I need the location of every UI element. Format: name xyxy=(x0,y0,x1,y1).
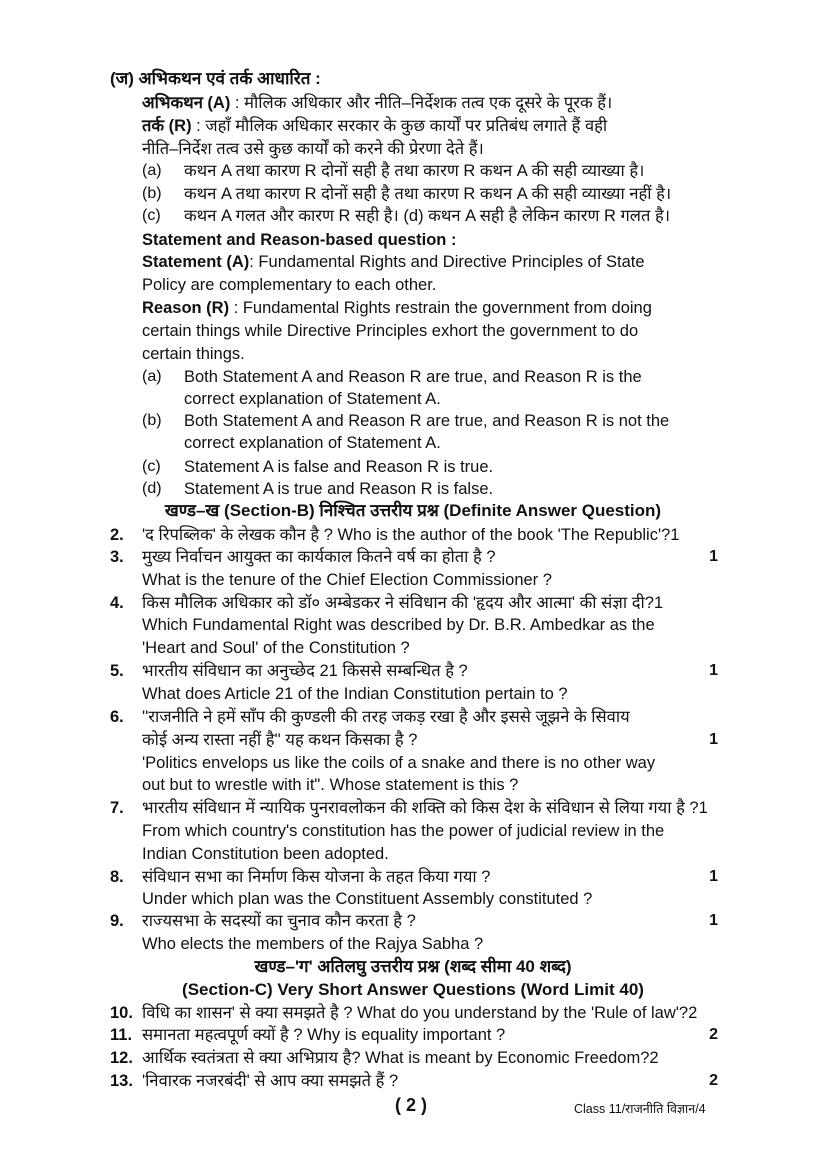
question-text-hi: मुख्य निर्वाचन आयुक्त का कार्यकाल कितने वर्ष का होता है ? xyxy=(142,548,496,566)
question-mark: 1 xyxy=(709,868,718,885)
question-number: 4. xyxy=(110,594,124,612)
question-text-hi: किस मौलिक अधिकार को डॉ० अम्बेडकर ने संविधान की 'हृदय और आत्मा' की संज्ञा दी?1 xyxy=(142,594,664,612)
question-6-hi2: कोई अन्य रास्ता नहीं है'' यह कथन किसका है ? xyxy=(142,731,418,749)
option-text: कथन A तथा कारण R दोनों सही है तथा कारण R कथन A की सही व्याख्या नहीं है। xyxy=(184,185,672,203)
question-text: विधि का शासन' से क्या समझते है ? What do you understand by the 'Rule of law'?2 xyxy=(142,1004,698,1022)
question-7-en: From which country's constitution has the power of judicial review in the xyxy=(142,822,665,840)
question-text: 'निवारक नजरबंदी' से आप क्या समझते हैं ? xyxy=(142,1072,399,1090)
question-text-hi: संविधान सभा का निर्माण किस योजना के तहत किया गया ? xyxy=(142,868,491,886)
statement-text-hi: : मौलिक अधिकार और नीति–निर्देशक तत्व एक दूसरे के पूरक हैं। xyxy=(230,94,613,112)
option-label: (a) xyxy=(142,368,162,385)
option-label: (b) xyxy=(142,412,162,429)
question-9-en: Who elects the members of the Rajya Sabha ? xyxy=(142,935,484,953)
reason-text-en-1: : Fundamental Rights restrain the government from doing xyxy=(229,299,652,317)
question-number: 7. xyxy=(110,799,124,817)
reason-label-hi: तर्क (R) xyxy=(142,117,192,135)
question-7-en2: Indian Constitution been adopted. xyxy=(142,845,389,863)
question-text-hi: भारतीय संविधान में न्यायिक पुनरावलोकन की शक्ति को किस देश के संविधान से लिया गया है ?1 xyxy=(142,799,708,817)
question-text: आर्थिक स्वतंत्रता से क्या अभिप्राय है? What is meant by Economic Freedom?2 xyxy=(142,1049,659,1067)
option-en-a-line2: correct explanation of Statement A. xyxy=(184,390,441,408)
question-number: 11. xyxy=(110,1026,133,1044)
question-number: 3. xyxy=(110,548,124,566)
question-mark: 2 xyxy=(709,1026,718,1043)
question-3-en: What is the tenure of the Chief Election Commissioner ? xyxy=(142,571,552,589)
question-mark: 1 xyxy=(709,548,718,565)
item-heading-hi: (ज) अभिकथन एवं तर्क आधारित : xyxy=(110,69,321,88)
statement-en xyxy=(142,251,645,273)
section-c-heading-en: (Section-C) Very Short Answer Questions (Word Limit 40) xyxy=(182,980,644,999)
option-label: (d) xyxy=(142,480,162,497)
question-6-en2: out but to wrestle with it". Whose statement is this ? xyxy=(142,776,519,794)
item-heading-en: Statement and Reason-based question : xyxy=(142,231,457,249)
question-number: 5. xyxy=(110,662,124,680)
question-number: 2. xyxy=(110,526,124,544)
reason-label-en: Reason (R) xyxy=(142,299,230,317)
question-text-hi: ''राजनीति ने हमें साँप की कुण्डली की तरह जकड़ रखा है और इससे जूझने के सिवाय xyxy=(142,708,630,726)
class-code: Class 11/राजनीति विज्ञान/4 xyxy=(574,1102,706,1116)
question-number: 13. xyxy=(110,1072,133,1090)
option-text: कथन A तथा कारण R दोनों सही है तथा कारण R कथन A की सही व्याख्या है। xyxy=(184,162,645,180)
statement-text-en-2: Policy are complementary to each other. xyxy=(142,276,437,294)
question-number: 12. xyxy=(110,1049,133,1067)
reason-text-hi-1: : जहाँ मौलिक अधिकार सरकार के कुछ कार्यों पर प्रतिबंध लगाते हैं वही xyxy=(191,117,608,135)
question-text-hi: भारतीय संविधान का अनुच्छेद 21 किससे सम्बन्धित है ? xyxy=(142,662,468,680)
statement-hi xyxy=(142,92,612,114)
statement-text-en-1: : Fundamental Rights and Directive Principles of State xyxy=(249,253,645,271)
option-text: Statement A is false and Reason R is true. xyxy=(184,458,494,476)
question-text: समानता महत्वपूर्ण क्यों है ? Why is equality important ? xyxy=(142,1026,506,1044)
question-number: 10. xyxy=(110,1004,133,1022)
option-label: (c) xyxy=(142,207,161,224)
reason-text-hi-2: नीति–निर्देश तत्व उसे कुछ कार्यों को करने की प्रेरणा देते हैं। xyxy=(142,140,484,158)
option-label: (a) xyxy=(142,162,162,179)
option-text: कथन A गलत और कारण R सही है। (d) कथन A सही है लेकिन कारण R गलत है। xyxy=(184,207,670,225)
reason-hi xyxy=(142,115,607,137)
statement-label-hi: अभिकथन (A) xyxy=(142,94,231,112)
question-6-en: 'Politics envelops us like the coils of a snake and there is no other way xyxy=(142,754,656,772)
question-mark: 1 xyxy=(709,662,718,679)
question-5-en: What does Article 21 of the Indian Constitution pertain to ? xyxy=(142,685,568,703)
question-mark: 1 xyxy=(709,912,718,929)
option-text: Both Statement A and Reason R are true, and Reason R is not the xyxy=(184,412,670,430)
question-text-hi: राज्यसभा के सदस्यों का चुनाव कौन करता है ? xyxy=(142,912,416,930)
option-label: (b) xyxy=(142,185,162,202)
option-text: Statement A is true and Reason R is false. xyxy=(184,480,494,498)
reason-text-en-3: certain things. xyxy=(142,345,245,363)
option-en-b-line2: correct explanation of Statement A. xyxy=(184,434,441,452)
option-label: (c) xyxy=(142,458,161,475)
question-8-en: Under which plan was the Constituent Assembly constituted ? xyxy=(142,890,593,908)
section-c-heading-hi: खण्ड–'ग' अतिलघु उत्तरीय प्रश्न (शब्द सीमा 40 शब्द) xyxy=(254,957,572,976)
reason-text-en-2: certain things while Directive Principles exhort the government to do xyxy=(142,322,639,340)
question-text: 'द रिपब्लिक' के लेखक कौन है ? Who is the author of the book 'The Republic'?1 xyxy=(142,526,680,544)
question-mark: 1 xyxy=(709,731,718,748)
option-text: Both Statement A and Reason R are true, and Reason R is the xyxy=(184,368,642,386)
question-4-en: Which Fundamental Right was described by Dr. B.R. Ambedkar as the xyxy=(142,616,655,634)
page-number: ( 2 ) xyxy=(395,1095,428,1115)
question-number: 9. xyxy=(110,912,124,930)
question-number: 8. xyxy=(110,868,124,886)
statement-label-en: Statement (A) xyxy=(142,253,250,271)
question-4-en2: 'Heart and Soul' of the Constitution ? xyxy=(142,639,410,657)
reason-en xyxy=(142,297,652,319)
section-b-heading: खण्ड–ख (Section-B) निश्चित उत्तरीय प्रश्न (Definite Answer Question) xyxy=(164,501,662,520)
question-number: 6. xyxy=(110,708,124,726)
question-mark: 2 xyxy=(709,1072,718,1089)
